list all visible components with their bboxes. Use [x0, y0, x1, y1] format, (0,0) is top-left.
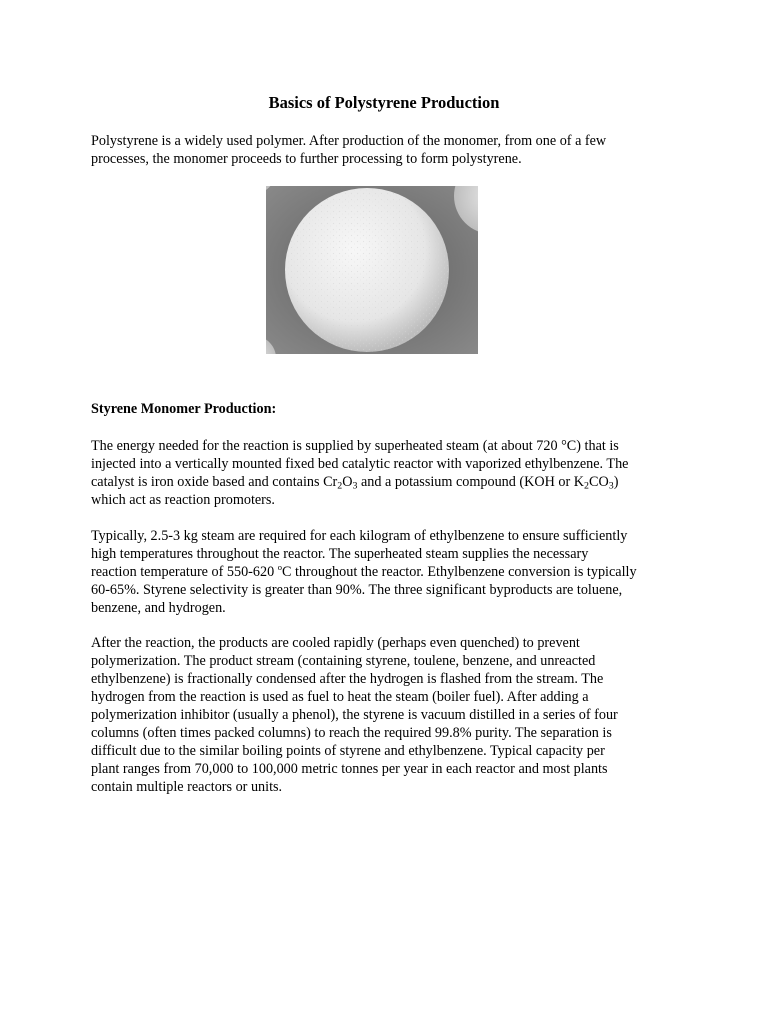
text-line: injected into a vertically mounted fixed bed catalytic reactor with vaporized ethylbenzene. The	[91, 456, 629, 472]
text-line: benzene, and hydrogen.	[91, 600, 226, 616]
text-line: processes, the monomer proceeds to further processing to form polystyrene.	[91, 151, 522, 167]
text-line: ethylbenzene) is fractionally condensed after the hydrogen is flashed from the stream. The	[91, 671, 604, 687]
text-line: contain multiple reactors or units.	[91, 779, 283, 795]
paragraph-reaction-products	[91, 634, 691, 796]
text-line: polymerization. The product stream (containing styrene, toulene, benzene, and unreacted	[91, 653, 596, 669]
intro-paragraph	[91, 132, 691, 168]
paragraph-steam	[91, 527, 691, 617]
paragraph-energy	[91, 437, 691, 509]
text-line: After the reaction, the products are cooled rapidly (perhaps even quenched) to prevent	[91, 635, 580, 651]
bead-micrograph-image	[266, 186, 478, 354]
text-line: columns (often times packed columns) to reach the required 99.8% purity. The separation is	[91, 725, 612, 741]
text-line: Polystyrene is a widely used polymer. After production of the monomer, from one of a few	[91, 133, 607, 149]
text-line: reaction temperature of 550-620 $^o$C throughout the reactor. Ethylbenzene conversion is typically	[91, 562, 637, 580]
text-line: Typically, 2.5-3 kg steam are required for each kilogram of ethylbenzene to ensure sufficiently	[91, 528, 628, 544]
text-line: The energy needed for the reaction is supplied by superheated steam (at about 720 °C) that is	[91, 438, 619, 454]
text-line: catalyst is iron oxide based and contains $Cr_2O_3$ and a potassium compound (KOH or $K_2CO_3$)	[91, 474, 619, 492]
text-line: high temperatures throughout the reactor. The superheated steam supplies the necessary	[91, 546, 589, 562]
polystyrene-bead-photo	[266, 186, 478, 354]
text-line: hydrogen from the reaction is used as fuel to heat the steam (boiler fuel). After adding a	[91, 689, 589, 705]
text-line: 60-65%. Styrene selectivity is greater than 90%. The three significant byproducts are toluene,	[91, 582, 623, 598]
text-line: which act as reaction promoters.	[91, 492, 275, 508]
text-line: plant ranges from 70,000 to 100,000 metric tonnes per year in each reactor and most plants	[91, 761, 608, 777]
text-line: difficult due to the similar boiling points of styrene and ethylbenzene. Typical capacity per	[91, 743, 605, 759]
section-heading: Styrene Monomer Production:	[91, 401, 277, 417]
document-title: Basics of Polystyrene Production	[268, 93, 500, 112]
text-line: polymerization inhibitor (usually a phenol), the styrene is vacuum distilled in a series of four	[91, 707, 618, 723]
